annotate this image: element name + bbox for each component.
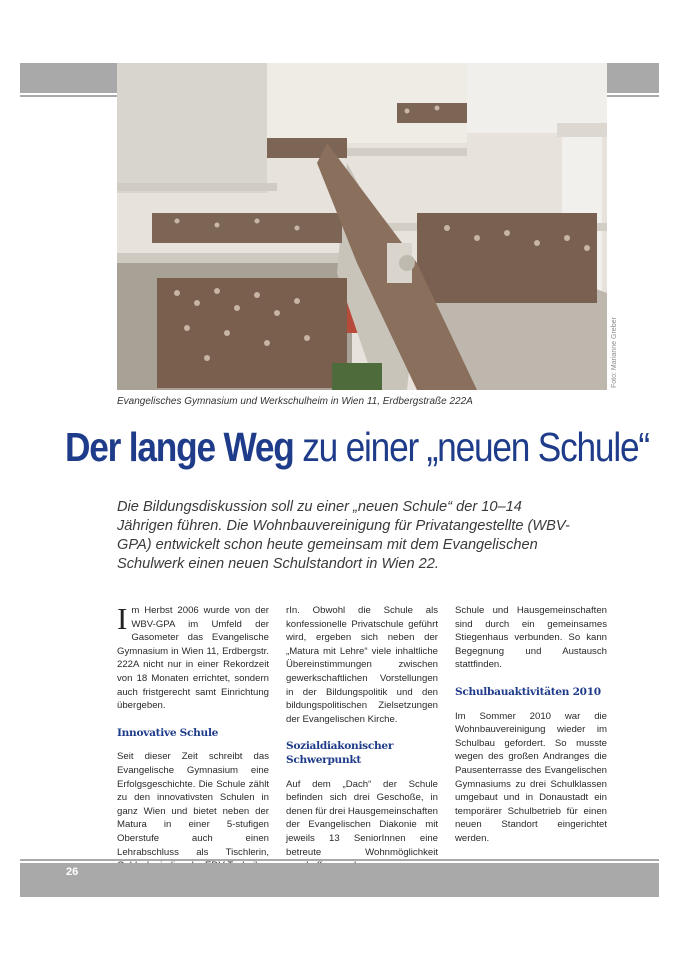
column-1 <box>117 601 269 882</box>
headline-rest: zu einer „neuen Schule“ <box>293 424 649 470</box>
headline-bold: Der lange Weg <box>65 424 294 470</box>
paragraph: Seit dieser Zeit schreibt das Evangelische Gymnasium eine Erfolgsgeschichte. Die Schule zählt zu den innovativsten Schulen in ganz Wien und bietet neben der Matura in einer 5-stufigen Oberstufe auch einen Lehrabschluss als Tischlerin, <box>117 751 269 858</box>
article-headline <box>65 424 649 471</box>
paragraph: rIn. Obwohl die Schule als konfessionelle Privatschule geführt wird, ergeben sich neben der „Matura mit Lehre“ viele inhaltliche Übereinstimmungen zwischen gewerkschaftlichen Vorstellungen in der Bildungspolitik und den bildungspolitischen Zielsetzungen der Evangelischen Kirche. <box>286 605 438 725</box>
school-atrium-photo <box>117 63 607 390</box>
paragraph: Im Sommer 2010 war die Wohnbauvereinigung wieder im Schulbau gefordert. So musste wegen des großen Andranges die Pausenterrasse des Evangelischen Gymnasiums zu drei Schulklassen umgebaut und in Donaustadt ein temporärer Schulbetrieb für einen neuen Standort eingerichtet werden. <box>455 710 607 844</box>
photo-credit: Foto: Marianne Greber <box>611 317 618 388</box>
footer-rule <box>20 859 659 861</box>
intro-paragraph: Im Herbst 2006 wurde von der WBV-GPA im Umfeld der Gasometer das Evangelische Gymnasium in Wien 11, Erdbergstr. 222A nicht nur in einer Rekordzeit von 18 Monaten errichtet, sondern auch fristgerecht samt Einrichtung übergeben. <box>117 601 269 712</box>
photo-illustration <box>117 63 607 390</box>
paragraph: Schule und Hausgemeinschaften sind durch ein gemeinsames Stiegenhaus verbunden. So kann Begegnung und Austausch stattfinden. <box>455 605 607 671</box>
subheading-sozialdiakonischer-schwerpunkt: Sozialdiakonischer Schwerpunkt <box>286 740 394 766</box>
photo-caption: Evangelisches Gymnasium und Werkschulheim in Wien 11, Erdbergstraße 222A <box>117 396 473 407</box>
column-3 <box>455 604 607 855</box>
lead-paragraph: Die Bildungsdiskussion soll zu einer „neuen Schule“ der 10–14 Jährigen führen. Die Wohnbauvereinigung für Privatangestellte (WBV-GPA) entwickelt schon heute gemeinsam mit dem Evangelischen Schulwerk einen neuen Schulstandort in Wien 22. <box>117 499 570 572</box>
drop-cap: I <box>117 601 128 636</box>
subheading-innovative-schule: Innovative Schule <box>117 726 219 739</box>
page-number: 26 <box>66 866 79 878</box>
column-2 <box>286 604 438 882</box>
subheading-schulbauaktivitaeten-2010: Schulbauaktivitäten 2010 <box>455 685 601 698</box>
paragraph: Auf dem „Dach“ der Schule befinden sich drei Geschoße, in denen für drei Hausgemeinschaften der Evangelischen Diakonie mit jeweils 13 SeniorInnen eine betreute Wohnmöglichkeit <box>286 778 438 858</box>
footer-bar <box>20 863 659 897</box>
